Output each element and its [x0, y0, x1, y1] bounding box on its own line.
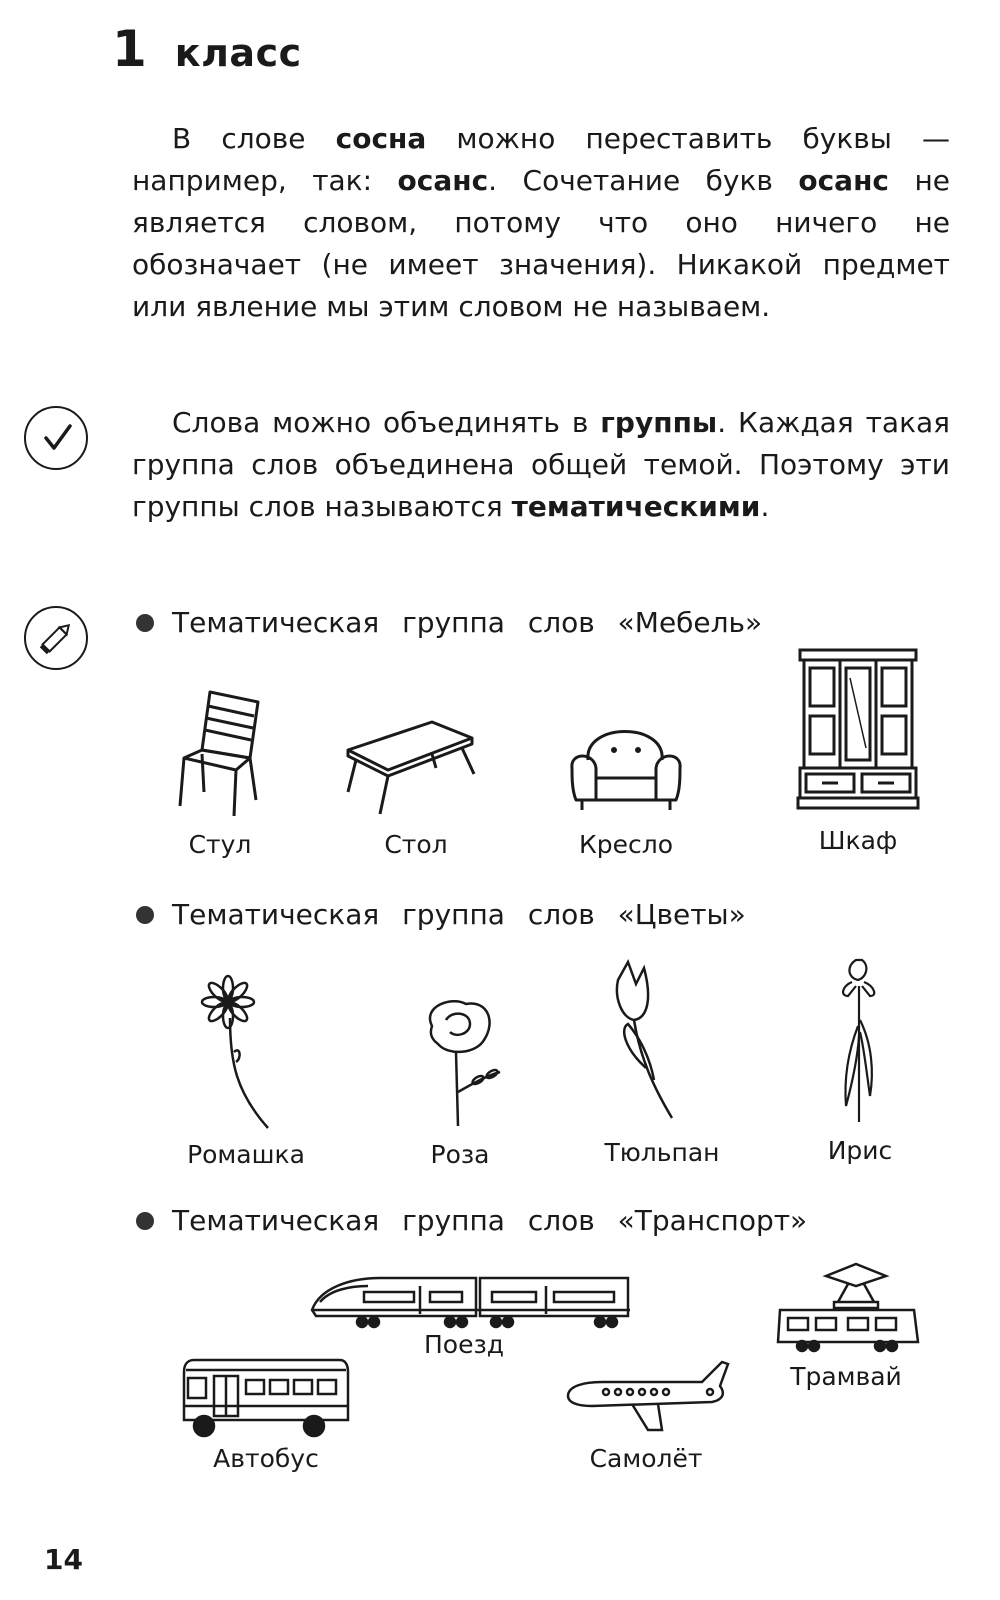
caption-tulip: Тюльпан — [604, 1138, 720, 1167]
caption-chair: Стул — [188, 830, 252, 859]
caption-table: Стол — [384, 830, 448, 859]
caption-train: Поезд — [423, 1330, 505, 1359]
daisy-icon — [196, 972, 286, 1132]
armchair-icon — [566, 708, 686, 816]
bullet-icon — [136, 614, 154, 632]
page-number: 14 — [44, 1543, 83, 1576]
airplane-icon — [562, 1356, 730, 1436]
intro-paragraph: В слове сосна можно переставить буквы — например, так: осанс. Сочетание букв осанс не является словом, потому что оно ничего не обозначает (не имеет значения). Никакой предмет или явление мы этим словом не называем. — [132, 122, 951, 323]
train-icon — [310, 1270, 632, 1332]
page-header — [112, 20, 302, 78]
bus-icon — [180, 1356, 350, 1442]
table-icon — [344, 718, 478, 818]
rule-paragraph: Слова можно объединять в группы. Каждая такая группа слов объединена общей темой. Поэтому эти группы слов называются тематическими. — [132, 406, 950, 523]
caption-daisy: Ромашка — [187, 1140, 305, 1169]
caption-rose: Роза — [430, 1140, 490, 1169]
checkmark-icon — [24, 406, 88, 470]
chair-icon — [170, 688, 270, 820]
caption-bus: Автобус — [213, 1444, 319, 1473]
group-title-flowers: Тематическая группа слов «Цветы» — [136, 898, 746, 931]
caption-airplane: Самолёт — [589, 1444, 703, 1473]
rose-icon — [412, 996, 508, 1130]
tulip-icon — [604, 958, 684, 1126]
caption-wardrobe: Шкаф — [818, 826, 898, 855]
tram-icon — [776, 1262, 920, 1354]
grade-word: класс — [174, 31, 302, 75]
bullet-icon — [136, 906, 154, 924]
group-title-transport: Тематическая группа слов «Транспорт» — [136, 1204, 807, 1237]
wardrobe-icon — [796, 648, 920, 814]
bullet-icon — [136, 1212, 154, 1230]
group-title-furniture: Тематическая группа слов «Мебель» — [136, 606, 762, 639]
pencil-icon — [24, 606, 88, 670]
grade-number: 1 — [112, 20, 147, 78]
iris-icon — [834, 956, 888, 1126]
caption-tram: Трамвай — [790, 1362, 902, 1391]
caption-armchair: Кресло — [578, 830, 674, 859]
caption-iris: Ирис — [827, 1136, 893, 1165]
